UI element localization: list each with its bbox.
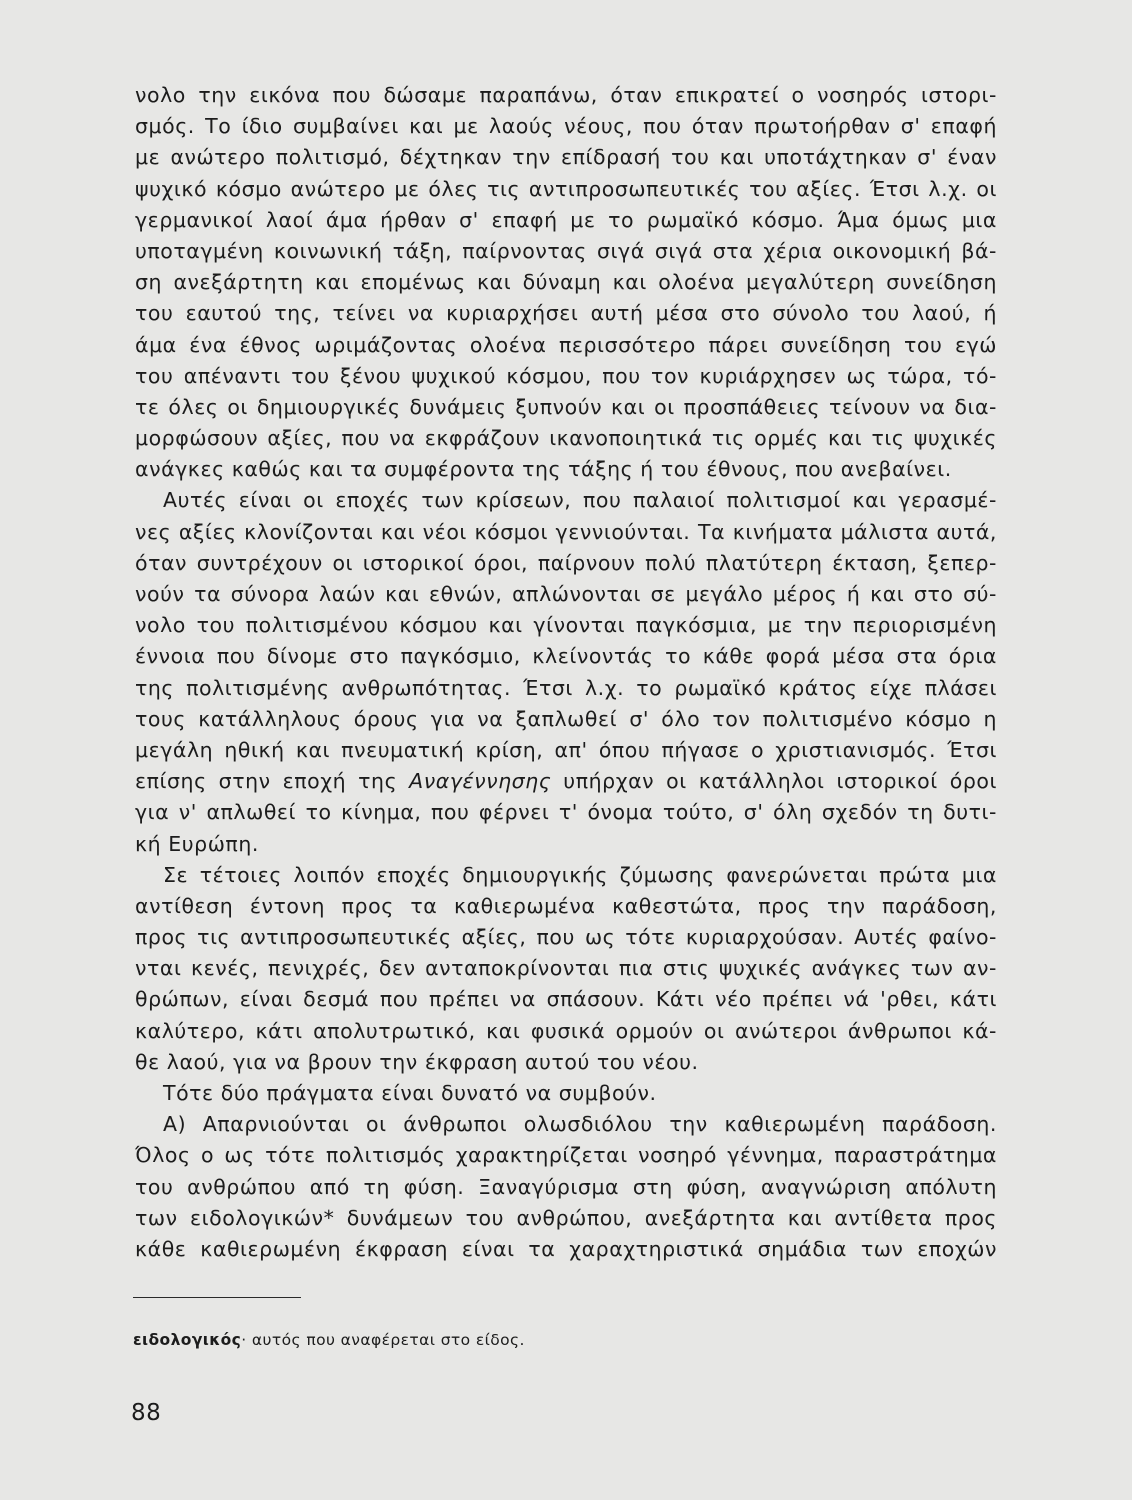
text-line: ση ανεξάρτητη και επομένως και δύναμη και ολοένα μεγαλύτερη συνείδηση [135, 270, 997, 295]
text-line: γερμανικοί λαοί άμα ήρθαν σ' επαφή με το ρωμαϊκό κόσμο. Άμα όμως μια [135, 207, 997, 232]
text-line: Όλος ο ως τότε πολιτισμός χαρακτηρίζεται νοσηρό γέννημα, παραστράτημα [135, 1143, 997, 1168]
text-line: νούν τα σύνορα λαών και εθνών, απλώνονται σε μεγάλο μέρος ή και στο σύ- [135, 582, 997, 606]
italic-term-renaissance: Αναγέννησης [409, 769, 552, 794]
footnote-divider [133, 1297, 301, 1298]
footnote-term: ειδολογικός [133, 1331, 242, 1349]
text-line: Τότε δύο πράγματα είναι δυνατό να συμβούν. [163, 1081, 657, 1105]
text-line: κή Ευρώπη. [135, 831, 259, 856]
text-line: μορφώσουν αξίες, που να εκφράζουν ικανοποιητικά τις ορμές και τις ψυχικές [135, 426, 997, 451]
text-line: τους κατάλληλους όρους για να ξαπλωθεί σ' όλο τον πολιτισμένο κόσμο η [135, 706, 997, 731]
text-line: έννοια που δίνομε στο παγκόσμιο, κλείνοντάς το κάθε φορά μέσα στα όρια [135, 644, 997, 669]
text-line: Α) Απαρνιούνται οι άνθρωποι ολωσδιόλου την καθιερωμένη παράδοση. [163, 1112, 997, 1137]
text-line: όταν συντρέχουν οι ιστορικοί όροι, παίρνουν πολύ πλατύτερη έκταση, ξεπερ- [135, 550, 997, 575]
text-line: του εαυτού της, τείνει να κυριαρχήσει αυτή μέσα στο σύνολο του λαού, ή [135, 301, 997, 326]
text-line: καλύτερο, κάτι απολυτρωτικό, και φυσικά ορμούν οι ανώτεροι άνθρωποι κά- [135, 1018, 997, 1043]
text-line: νολο την εικόνα που δώσαμε παραπάνω, όταν επικρατεί ο νοσηρός ιστορι- [135, 83, 997, 107]
text-line: της πολιτισμένης ανθρωπότητας. Έτσι λ.χ. το ρωμαϊκό κράτος είχε πλάσει [135, 675, 997, 700]
text-line: υποταγμένη κοινωνική τάξη, παίρνοντας σιγά σιγά στα χέρια οικονομική βά- [135, 238, 997, 263]
text-line: νται κενές, πενιχρές, δεν ανταποκρίνονται πια στις ψυχικές ανάγκες των αν- [135, 956, 997, 981]
text-line: Σε τέτοιες λοιπόν εποχές δημιουργικής ζύμωσης φανερώνεται πρώτα μια [163, 862, 997, 887]
body-text [135, 80, 997, 1265]
footnote [133, 1331, 525, 1349]
text-line: ψυχικό κόσμο ανώτερο με όλες τις αντιπροσωπευτικές του αξίες. Έτσι λ.χ. οι [135, 176, 997, 201]
footnote-definition: · αυτός που αναφέρεται στο είδος. [241, 1331, 525, 1349]
text-line: σμός. Το ίδιο συμβαίνει και με λαούς νέους, που όταν πρωτοήρθαν σ' επαφή [135, 114, 997, 139]
text-line: με ανώτερο πολιτισμό, δέχτηκαν την επίδρασή του και υποτάχτηκαν σ' έναν [135, 145, 997, 170]
text-line: τε όλες οι δημιουργικές δυνάμεις ξυπνούν και οι προσπάθειες τείνουν να δια- [135, 394, 997, 419]
text-line: για ν' απλωθεί το κίνημα, που φέρνει τ' όνομα τούτο, σ' όλη σχεδόν τη δυτι- [135, 800, 997, 825]
text-line: προς τις αντιπροσωπευτικές αξίες, που ως τότε κυριαρχούσαν. Αυτές φαίνο- [135, 925, 997, 950]
text-line: ανάγκες καθώς και τα συμφέροντα της τάξης ή του έθνους, που ανεβαίνει. [135, 457, 952, 482]
text-line: του απέναντι του ξένου ψυχικού κόσμου, που τον κυριάρχησεν ως τώρα, τό- [135, 363, 997, 388]
line-text-after-italic: υπήρχαν οι κατάλληλοι ιστορικοί όροι [551, 769, 997, 794]
text-line: των ειδολογικών* δυνάμεων του ανθρώπου, ανεξάρτητα και αντίθετα προς [135, 1205, 997, 1230]
text-line: Αυτές είναι οι εποχές των κρίσεων, που παλαιοί πολιτισμοί και γερασμέ- [163, 488, 997, 513]
text-line: θε λαού, για να βρουν την έκφραση αυτού του νέου. [135, 1049, 699, 1074]
text-line: άμα ένα έθνος ωριμάζοντας ολοένα περισσότερο πάρει συνείδηση του εγώ [135, 332, 997, 357]
text-line: μεγάλη ηθική και πνευματική κρίση, απ' όπου πήγασε ο χριστιανισμός. Έτσι [135, 737, 997, 762]
line-text-before-italic: επίσης στην εποχή της [135, 769, 410, 794]
text-line: νες αξίες κλονίζονται και νέοι κόσμοι γεννιούνται. Τα κινήματα μάλιστα αυτά, [135, 519, 997, 544]
text-line: νολο του πολιτισμένου κόσμου και γίνονται παγκόσμια, με την περιορισμένη [135, 613, 997, 638]
page-number: 88 [131, 1400, 162, 1426]
text-line-with-italic [135, 766, 997, 797]
text-line: θρώπων, είναι δεσμά που πρέπει να σπάσουν. Κάτι νέο πρέπει νά 'ρθει, κάτι [135, 987, 997, 1012]
text-line: αντίθεση έντονη προς τα καθιερωμένα καθεστώτα, προς την παράδοση, [135, 893, 997, 918]
text-line: του ανθρώπου από τη φύση. Ξαναγύρισμα στη φύση, αναγνώριση απόλυτη [135, 1174, 997, 1199]
text-line: κάθε καθιερωμένη έκφραση είναι τα χαραχτηριστικά σημάδια των εποχών [135, 1236, 997, 1261]
